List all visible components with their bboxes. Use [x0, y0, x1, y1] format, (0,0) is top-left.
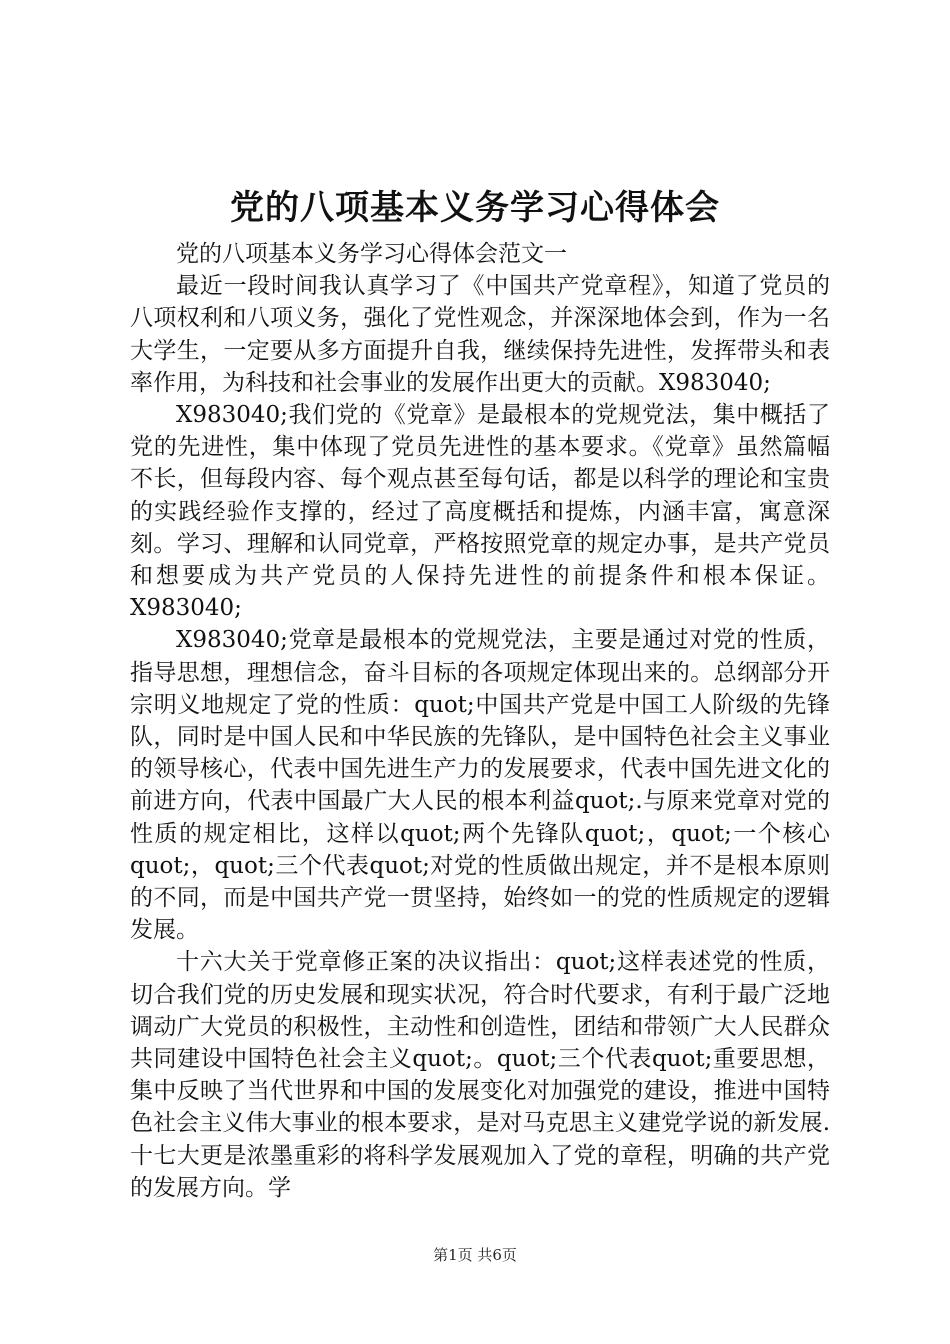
- document-body: [130, 238, 830, 1204]
- body-paragraph: X983040;我们党的《党章》是最根本的党规党法，集中概括了党的先进性，集中体现了党员先进性的基本要求。《党章》虽然篇幅不长，但每段内容、每个观点甚至每句话，都是以科学的理论和宝贵的实践经验作支撑的，经过了高度概括和提炼，内涵丰富，寓意深刻。学习、理解和认同党章，严格按照党章的规定办事，是共产党员和想要成为共产党员的人保持先进性的前提条件和根本保证。X983040;: [130, 402, 830, 622]
- body-paragraph: X983040;党章是最根本的党规党法，主要是通过对党的性质，指导思想，理想信念，奋斗目标的各项规定体现出来的。总纲部分开宗明义地规定了党的性质：quot;中国共产党是中国工人阶级的先锋队，同时是中国人民和中华民族的先锋队，是中国特色社会主义事业的领导核心，代表中国先进生产力的发展要求，代表中国先进文化的前进方向，代表中国最广大人民的根本利益quot;.与原来党章对党的性质的规定相比，这样以quot;两个先锋队quot;，quot;一个核心quot;，quot;三个代表quot;对党的性质做出规定，并不是根本原则的不同，而是中国共产党一贯坚持，始终如一的党的性质规定的逻辑发展。: [130, 627, 830, 944]
- subtitle-paragraph: 党的八项基本义务学习心得体会范文一: [176, 241, 567, 267]
- document-title: 党的八项基本义务学习心得体会: [230, 188, 720, 228]
- body-paragraph: 最近一段时间我认真学习了《中国共产党章程》，知道了党员的八项权利和八项义务，强化了党性观念，并深深地体会到，作为一名大学生，一定要从多方面提升自我，继续保持先进性，发挥带头和表率作用，为科技和社会事业的发展作出更大的贡献。X983040;: [130, 273, 830, 396]
- body-paragraph: 十六大关于党章修正案的决议指出：quot;这样表述党的性质，切合我们党的历史发展和现实状况，符合时代要求，有利于最广泛地调动广大党员的积极性，主动性和创造性，团结和带领广大人民群众共同建设中国特色社会主义quot;。quot;三个代表quot;重要思想，集中反映了当代世界和中国的发展变化对加强党的建设，推进中国特色社会主义伟大事业的根本要求，是对马克思主义建党学说的新发展.十七大更是浓墨重彩的将科学发展观加入了党的章程，明确的共产党的发展方向。学: [130, 949, 830, 1201]
- page-number-footer: 第1页 共6页: [433, 1246, 517, 1264]
